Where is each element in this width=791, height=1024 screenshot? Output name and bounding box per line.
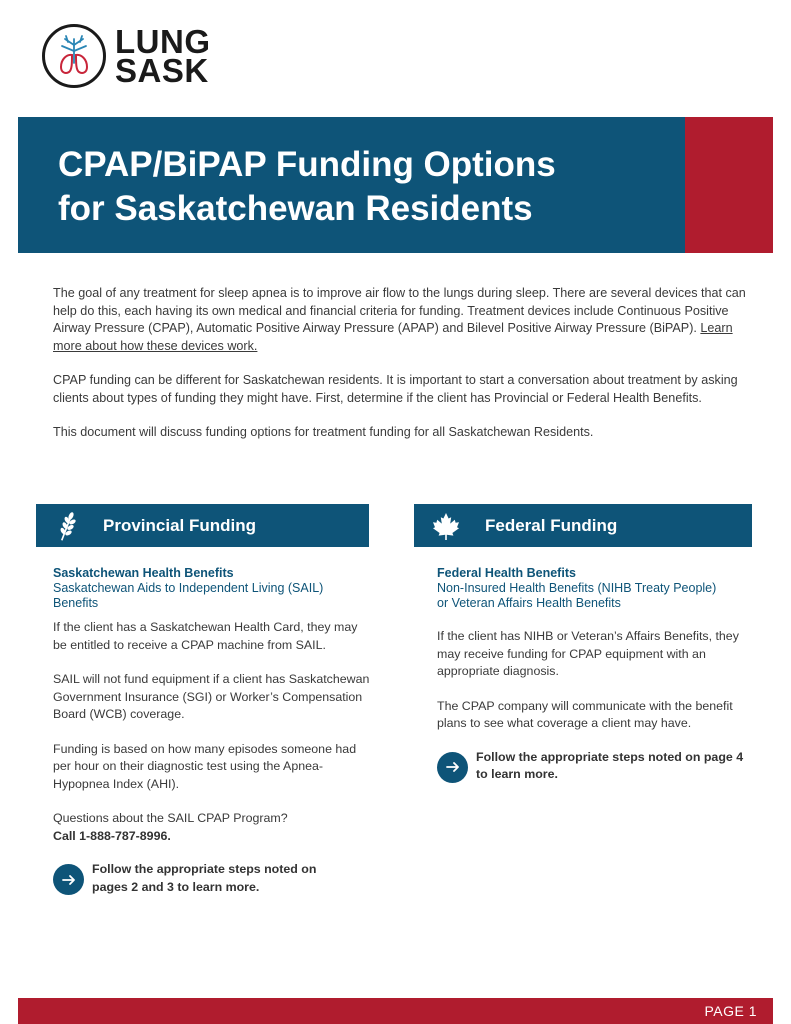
provincial-callout-text: Follow the appropriate steps noted on pages 2 and 3 to learn more. <box>92 862 317 894</box>
page-number: PAGE 1 <box>704 1003 757 1019</box>
intro-section <box>53 285 753 459</box>
page-title <box>58 143 685 231</box>
federal-callout-text: Follow the appropriate steps noted on page 4 to learn more. <box>476 749 744 781</box>
federal-paragraph-1: If the client has NIHB or Veteran’s Affairs Benefits, they may receive funding for CPAP equipment with an appropriate diagnosis. <box>437 629 739 678</box>
lung-sask-logo <box>42 24 211 88</box>
banner-accent-block <box>685 117 773 253</box>
arrow-right-icon <box>437 752 468 783</box>
maple-leaf-icon <box>429 511 463 541</box>
provincial-paragraph-3: Funding is based on how many episodes someone had per hour on their diagnostic test using the Apnea-Hypopnea Index (AHI). <box>53 741 357 791</box>
learn-more-link[interactable]: Learn more about how these devices work. <box>53 321 733 353</box>
federal-paragraph-2: The CPAP company will communicate with the benefit plans to see what coverage a client may have. <box>437 698 733 730</box>
provincial-paragraph-1: If the client has a Saskatchewan Health Card, they may be entitled to receive a CPAP machine from SAIL. <box>53 620 358 652</box>
provincial-phone-number: Call 1-888-787-8996. <box>53 828 171 843</box>
provincial-phone <box>53 828 371 846</box>
federal-funding-header <box>414 504 752 547</box>
arrow-right-icon <box>53 864 84 895</box>
intro-paragraph-1-text: The goal of any treatment for sleep apnea is to improve air flow to the lungs during sleep. There are several devices that can help do this, each having its own medical and financial criteria for funding. Treatment devices include Continuous Positive Airway Pressure (CPAP), Automatic Positive Airway Pressure (APAP) and Bilevel Positive Airway Pressure (BiPAP). <box>53 286 746 335</box>
logo-line-sask: SASK <box>115 52 209 89</box>
title-banner <box>18 117 685 253</box>
federal-heading: Federal Health Benefits <box>437 566 576 580</box>
provincial-paragraph-2: SAIL will not fund equipment if a client has Saskatchewan Government Insurance (SGI) or Worker’s Compensation Board (WCB) coverage. <box>53 672 370 721</box>
provincial-heading: Saskatchewan Health Benefits <box>53 566 234 580</box>
federal-subheading: Non-Insured Health Benefits (NIHB Treaty People) or Veteran Affairs Health Benefits <box>437 581 717 610</box>
provincial-funding-header <box>36 504 369 547</box>
logo-wordmark <box>115 23 211 89</box>
logo-line-lung: LUNG <box>115 23 211 60</box>
page-footer <box>18 998 773 1024</box>
intro-paragraph-1 <box>53 285 753 355</box>
provincial-callout <box>53 861 353 896</box>
federal-column <box>437 566 752 784</box>
title-line-2: for Saskatchewan Residents <box>58 189 533 228</box>
lung-tree-icon <box>42 24 106 88</box>
title-line-1: CPAP/BiPAP Funding Options <box>58 145 556 184</box>
provincial-column <box>53 566 371 896</box>
federal-callout <box>437 749 747 784</box>
intro-paragraph-3: This document will discuss funding options for treatment funding for all Saskatchewan Residents. <box>53 425 594 439</box>
wheat-icon <box>50 511 84 541</box>
federal-funding-title: Federal Funding <box>485 515 618 535</box>
provincial-question: Questions about the SAIL CPAP Program? <box>53 811 288 825</box>
provincial-subheading: Saskatchewan Aids to Independent Living (SAIL) Benefits <box>53 581 324 610</box>
intro-paragraph-2: CPAP funding can be different for Saskatchewan residents. It is important to start a conversation about treatment by asking clients about types of funding they might have. First, determine if the client has Provincial or Federal Health Benefits. <box>53 373 738 405</box>
provincial-funding-title: Provincial Funding <box>103 515 257 535</box>
